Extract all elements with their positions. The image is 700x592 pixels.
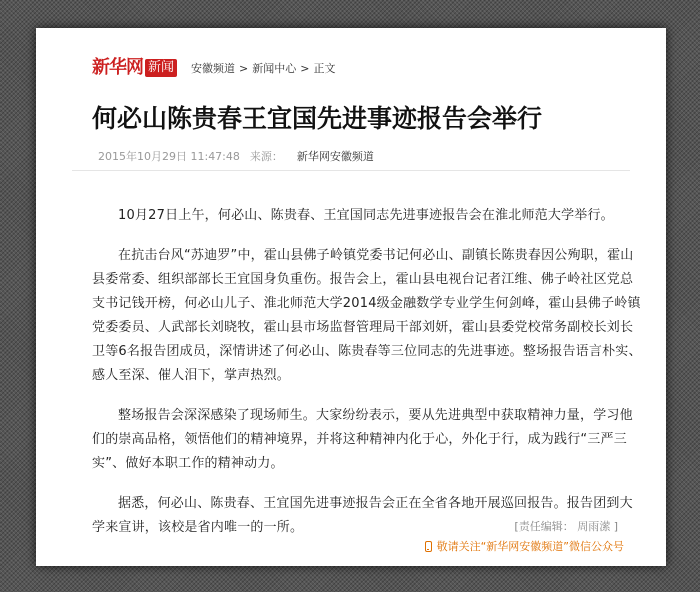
responsible-editor: [责任编辑： 周雨潆 ] [514,520,618,533]
publish-date: 2015年10月29日 11:47:48 [98,150,240,163]
breadcrumb-item-anhui-channel[interactable]: 安徽频道 [191,62,236,75]
article-paragraph: 10月27日上午，何必山、陈贵春、王宜国同志先进事迹报告会在淮北师范大学举行。 [118,208,614,223]
news-logo-badge[interactable]: 新闻 [145,59,177,77]
breadcrumb-item-current: 正文 [313,62,336,75]
breadcrumb [191,60,335,76]
source-name[interactable]: 新华网安徽频道 [296,150,374,163]
article-paragraph: 在抗击台风“苏迪罗”中，霍山县佛子岭镇党委书记何必山、副镇长陈贵春因公殉职，霍山县委常委、组织部部长王宜国身负重伤。报告会上，霍山县电视台记者江维、佛子岭社区党总支书记钱开榜，何必山儿子、淮北师范大学2014级金融数学专业学生何剑峰，霍山县佛子岭镇党委委员、人武部长刘晓牧，霍山县市场监督管理局干部刘妍，霍山县委党校常务副校长刘长卫等6名报告团成员，深情讲述了何必山、陈贵春等三位同志的先进事迹。整场报告语言朴实、感人至深、催人泪下，掌声热烈。 [92,248,642,383]
article-meta [98,148,374,164]
article-body [92,204,644,556]
article-paragraph: 整场报告会深深感染了现场师生。大家纷纷表示，要从先进典型中获取精神力量，学习他们的崇高品格，领悟他们的精神境界，并将这种精神内化于心，外化于行，成为践行“三严三实”、做好本职工作的精神动力。 [92,408,633,471]
article-page [36,28,666,566]
article-paragraph: 据悉，何必山、陈贵春、王宜国先进事迹报告会正在全省各地开展巡回报告。报告团到大学来宣讲，该校是省内唯一的一所。 [92,496,633,535]
article-title: 何必山陈贵春王宜国先进事迹报告会举行 [92,104,543,133]
site-header [92,56,335,80]
breadcrumb-item-news-center[interactable]: 新闻中心 [252,62,297,75]
wechat-follow-text: 敬请关注“新华网安徽频道”微信公众号 [436,540,624,553]
wechat-follow-link[interactable] [425,538,624,554]
header-divider [72,170,630,171]
source-label: 来源： [249,150,283,163]
phone-icon [425,541,432,552]
site-logo[interactable]: 新华网 [92,57,143,78]
breadcrumb-separator: > [239,61,249,75]
breadcrumb-separator: > [300,61,310,75]
